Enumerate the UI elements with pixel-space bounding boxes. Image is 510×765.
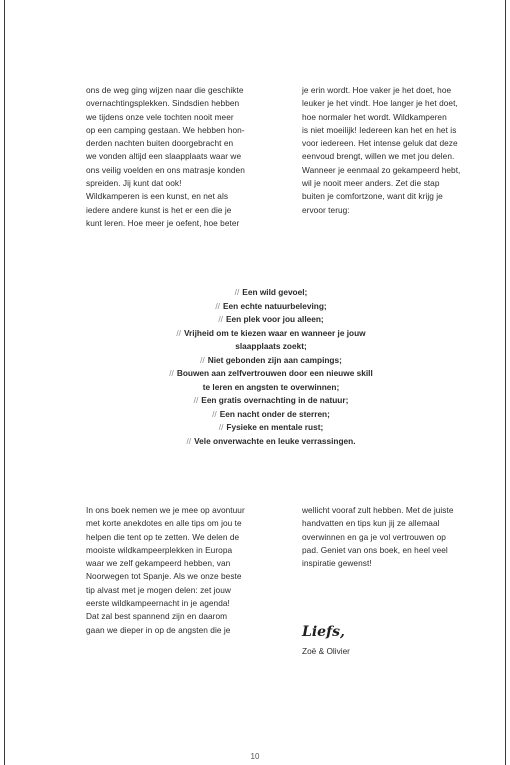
page-number: 10: [250, 752, 260, 761]
list-item: [140, 327, 402, 341]
text-line: Wanneer je eenmaal zo gekampeerd hebt,: [302, 164, 461, 175]
text-line: spreiden. Jij kunt dat ook!: [86, 178, 182, 189]
list-marker: //: [212, 408, 217, 419]
list-item: [140, 313, 402, 327]
text-line: voor iedereen. Het intense geluk dat deze: [302, 138, 458, 149]
list-marker: //: [215, 300, 220, 311]
text-line: tip alvast met je mogen delen: zet jouw: [86, 584, 231, 595]
text-line: je erin wordt. Hoe vaker je het doet, hoe: [302, 85, 452, 95]
text-line: is niet moeilijk! Iedereen kan het en het is: [302, 124, 457, 135]
list-item: [140, 408, 402, 422]
text-line: ervoor terug:: [302, 204, 350, 215]
closing-column-right: [302, 504, 488, 570]
list-item: [140, 354, 402, 368]
list-item-text: Een plek voor jou alleen;: [225, 314, 324, 324]
list-marker: //: [218, 422, 224, 432]
text-line: kunt leren. Hoe meer je oefent, hoe beter: [86, 217, 240, 228]
list-marker: //: [176, 327, 181, 338]
list-item-text: Een gratis overnachting in de natuur;: [201, 395, 349, 405]
text-line: wellicht vooraf zult hebben. Met de juiste: [302, 505, 454, 515]
text-line: hoe normaler het wordt. Wildkamperen: [302, 111, 447, 122]
list-item: [140, 300, 402, 314]
list-item-text: slaapplaats zoekt;: [235, 341, 307, 351]
list-item: [140, 286, 402, 300]
text-line: buiten je comfortzone, want dit krijg je: [302, 191, 443, 202]
intro-column-right: [302, 84, 488, 217]
list-marker: //: [169, 368, 174, 378]
text-line: ons de weg ging wijzen naar die geschikte: [86, 85, 244, 95]
list-item-text: Vele onverwachte en leuke verrassingen.: [194, 435, 356, 446]
list-item-text: Niet gebonden zijn aan campings;: [207, 354, 342, 365]
authors: Zoë & Olivier: [302, 646, 350, 656]
list-item-text: Bouwen aan zelfvertrouwen door een nieuwe skill: [176, 368, 373, 378]
text-line: mooiste wildkampeerplekken in Europa: [86, 544, 233, 555]
text-line: iedere andere kunst is het er een die je: [86, 204, 232, 215]
text-line: we tijdens onze vele tochten nooit meer: [86, 111, 234, 122]
text-line: Dat zal best spannend zijn en daarom: [86, 611, 228, 622]
signature: Liefs,: [302, 624, 345, 640]
text-line: inspiratie gewenst!: [302, 558, 372, 569]
list-item: [140, 435, 402, 449]
text-line: derden nachten buiten doorgebracht en: [86, 138, 234, 149]
list-item: [140, 340, 402, 354]
list-marker: //: [193, 395, 199, 405]
list-item-text: Een nacht onder de sterren;: [219, 408, 330, 419]
list-item-text: Een wild gevoel;: [242, 287, 308, 297]
closing-column-left: [86, 504, 272, 637]
benefits-list: [140, 286, 402, 448]
list-item: [140, 394, 402, 408]
text-line: met korte anekdotes en alle tips om jou te: [86, 518, 242, 529]
text-line: gaan we dieper in op de angsten die je: [86, 624, 231, 635]
list-marker: //: [200, 354, 205, 365]
text-line: overwinnen en ga je vol vertrouwen op: [302, 531, 446, 542]
text-line: Noorwegen tot Spanje. Als we onze beste: [86, 571, 242, 582]
text-line: eenvoud brengt, willen we met jou delen.: [302, 151, 455, 162]
list-item-text: Een echte natuurbeleving;: [222, 300, 327, 311]
text-line: op een camping gestaan. We hebben hon-: [86, 124, 245, 135]
list-item-text: te leren en angsten te overwinnen;: [202, 381, 340, 392]
text-line: eerste wildkampeernacht in je agenda!: [86, 598, 230, 609]
list-item-text: Vrijheid om te kiezen waar en wanneer je jouw: [183, 327, 366, 338]
text-line: overnachtingsplekken. Sindsdien hebben: [86, 98, 240, 109]
text-line: handvatten en tips kun jij ze allemaal: [302, 518, 440, 529]
text-line: Wildkamperen is een kunst, en net als: [86, 191, 229, 202]
text-line: wil je nooit meer anders. Zet die stap: [302, 178, 440, 189]
text-line: ons veilig voelden en ons matrasje konden: [86, 164, 245, 175]
text-line: pad. Geniet van ons boek, en heel veel: [302, 544, 448, 555]
text-line: helpen die tent op te zetten. We delen de: [86, 531, 240, 542]
text-line: waar we zelf gekampeerd hebben, van: [86, 558, 231, 569]
list-item: [140, 421, 402, 435]
text-line: leuker je het vindt. Hoe langer je het doet,: [302, 98, 458, 109]
text-line: In ons boek nemen we je mee op avontuur: [86, 505, 245, 515]
list-item: [140, 367, 402, 381]
list-marker: //: [218, 314, 223, 324]
list-marker: //: [186, 435, 192, 446]
list-item: [140, 381, 402, 395]
text-line: we vonden altijd een slaapplaats waar we: [86, 151, 242, 162]
list-item-text: Fysieke en mentale rust;: [226, 422, 324, 432]
intro-column-left: [86, 84, 272, 230]
list-marker: //: [234, 287, 240, 297]
